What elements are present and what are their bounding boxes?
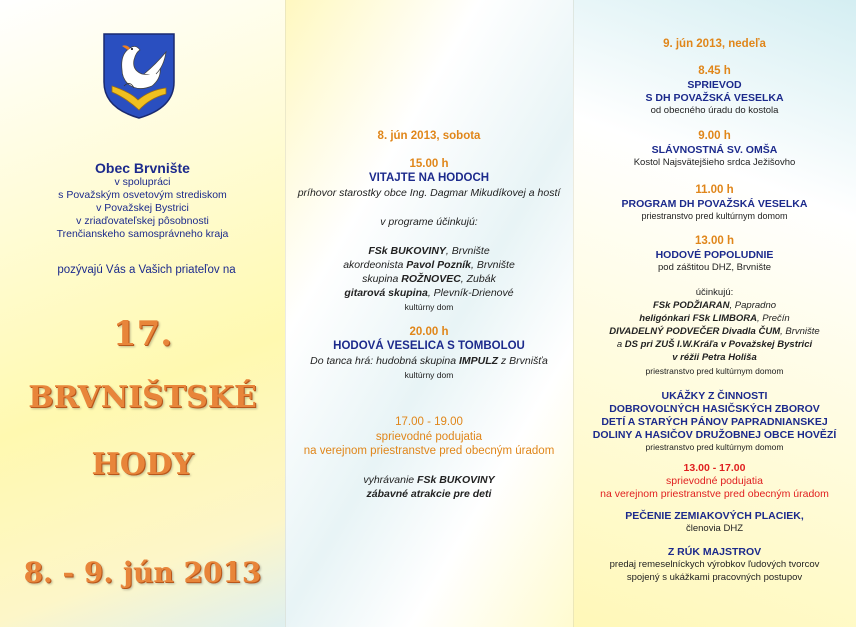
event-brass-program: PROGRAM DH POVAŽSKÁ VESELKA <box>621 198 808 210</box>
welcome-speech: príhovor starostky obce Ing. Dagmar Mikudíkovej a hostí <box>297 187 561 199</box>
left-panel <box>0 0 285 627</box>
event-welcome: VITAJTE NA HODOCH <box>368 172 490 184</box>
event-potato-pancakes: PEČENIE ZEMIAKOVÝCH PLACIEK, <box>625 510 804 522</box>
invite-text: pozývajú Vás a Vašich priateľov na <box>57 264 236 276</box>
event-procession-band: S DH POVAŽSKÁ VESELKA <box>645 92 784 104</box>
program-intro: v programe účinkujú: <box>380 216 478 228</box>
demo-line-1: UKÁŽKY Z ČINNOSTI <box>661 390 768 402</box>
side-events-sunday-place: na verejnom priestranstve pred obecným úradom <box>600 488 829 500</box>
demo-line-4: DOLINY A HASIČOV DRUŽOBNEJ OBCE HOVĚZÍ <box>592 429 837 441</box>
side-events-sunday: sprievodné podujatia <box>666 475 763 487</box>
performer-theatre: DIVADELNÝ PODVEČER Divadla ČUM, Brvnište <box>609 326 820 337</box>
coop-line-5: Trenčianskeho samosprávneho kraja <box>56 228 229 240</box>
potato-pancakes-by: členovia DHZ <box>685 523 744 534</box>
time-0845: 8.45 h <box>698 65 731 77</box>
performers-intro: účinkujú: <box>695 287 734 298</box>
side-events: sprievodné podujatia <box>375 431 483 443</box>
coop-line-2: s Považským osvetovým strediskom <box>58 189 227 201</box>
performer-guitar: gitarová skupina, Plevník-Drienové <box>344 287 514 299</box>
saturday-heading: 8. jún 2013, sobota <box>377 130 481 142</box>
time-1700-1900: 17.00 - 19.00 <box>395 416 463 428</box>
coop-line-1: v spolupráci <box>114 176 171 188</box>
time-2000: 20.00 h <box>409 326 449 338</box>
kids-attractions: zábavné atrakcie pre deti <box>366 488 492 500</box>
time-1500: 15.00 h <box>409 158 449 170</box>
coop-line-4: v zriaďovateľskej pôsobnosti <box>76 215 209 227</box>
procession-route: od obecného úradu do kostola <box>650 105 779 116</box>
fold-line-2 <box>573 0 574 627</box>
event-procession: SPRIEVOD <box>687 79 742 91</box>
afternoon-venue: priestranstvo pred kultúrnym domom <box>645 366 784 376</box>
demo-line-3: DETÍ A STARÝCH PÁNOV PAPRADNIANSKEJ <box>601 416 828 428</box>
event-mass: SLÁVNOSTNÁ SV. OMŠA <box>651 144 778 156</box>
crafts-desc-2: spojený s ukážkami pracovných postupov <box>626 572 803 583</box>
org-name: Obec Brvnište <box>95 160 190 176</box>
crafts-desc-1: predaj remeselníckych výrobkov ľudových tvorcov <box>609 559 820 570</box>
dance-band: Do tanca hrá: hudobná skupina IMPULZ z Brvnišťa <box>310 355 548 367</box>
venue-1: kultúrny dom <box>404 302 454 312</box>
venue-2: kultúrny dom <box>404 370 454 380</box>
demo-line-2: DOBROVOĽNÝCH HASIČSKÝCH ZBOROV <box>609 403 820 415</box>
performer-bukoviny: FSk BUKOVINY, Brvnište <box>368 245 490 257</box>
event-dates: 8. - 9. jún 2013 <box>23 556 262 589</box>
title-line-2: HODY <box>91 447 194 482</box>
demo-venue: priestranstvo pred kultúrnym domom <box>645 442 784 452</box>
afternoon-patron: pod záštitou DHZ, Brvnište <box>658 262 771 273</box>
time-1300-1700: 13.00 - 17.00 <box>683 462 746 474</box>
mass-location: Kostol Najsvätejšieho srdca Ježišovho <box>633 157 796 168</box>
event-afternoon: HODOVÉ POPOLUDNIE <box>655 249 774 261</box>
title-line-1: BRVNIŠTSKÉ <box>28 380 257 415</box>
music-bukoviny: vyhrávanie FSk BUKOVINY <box>363 474 495 486</box>
event-veselica: HODOVÁ VESELICA S TOMBOLOU <box>333 340 525 352</box>
director: v réžii Petra Holiša <box>672 352 757 363</box>
time-0900: 9.00 h <box>698 130 731 142</box>
fold-line-1 <box>285 0 286 627</box>
performer-zus: a DS pri ZUŠ I.W.Kráľa v Považskej Bystrici <box>616 339 813 350</box>
side-events-place: na verejnom priestranstve pred obecným úradom <box>303 445 555 457</box>
middle-panel <box>285 0 573 627</box>
event-crafts: Z RÚK MAJSTROV <box>667 546 762 558</box>
coop-line-3: v Považskej Bystrici <box>96 202 189 214</box>
time-1100: 11.00 h <box>695 184 734 196</box>
right-panel <box>573 0 856 627</box>
performer-limbora: heligónkari FSk LIMBORA, Prečín <box>639 313 790 324</box>
brass-venue: priestranstvo pred kultúrnym domom <box>641 211 788 221</box>
time-1300: 13.00 h <box>695 235 734 247</box>
swan-coat-of-arms-icon <box>100 30 178 120</box>
performer-accordionist: akordeonista Pavol Pozník, Brvnište <box>343 259 515 271</box>
edition-number: 17. <box>112 314 173 354</box>
sunday-heading: 9. jún 2013, nedeľa <box>663 38 766 50</box>
performer-roznovec: skupina ROŽNOVEC, Zubák <box>362 273 496 285</box>
performer-podziaran: FSk PODŽIARAN, Papradno <box>652 300 777 311</box>
